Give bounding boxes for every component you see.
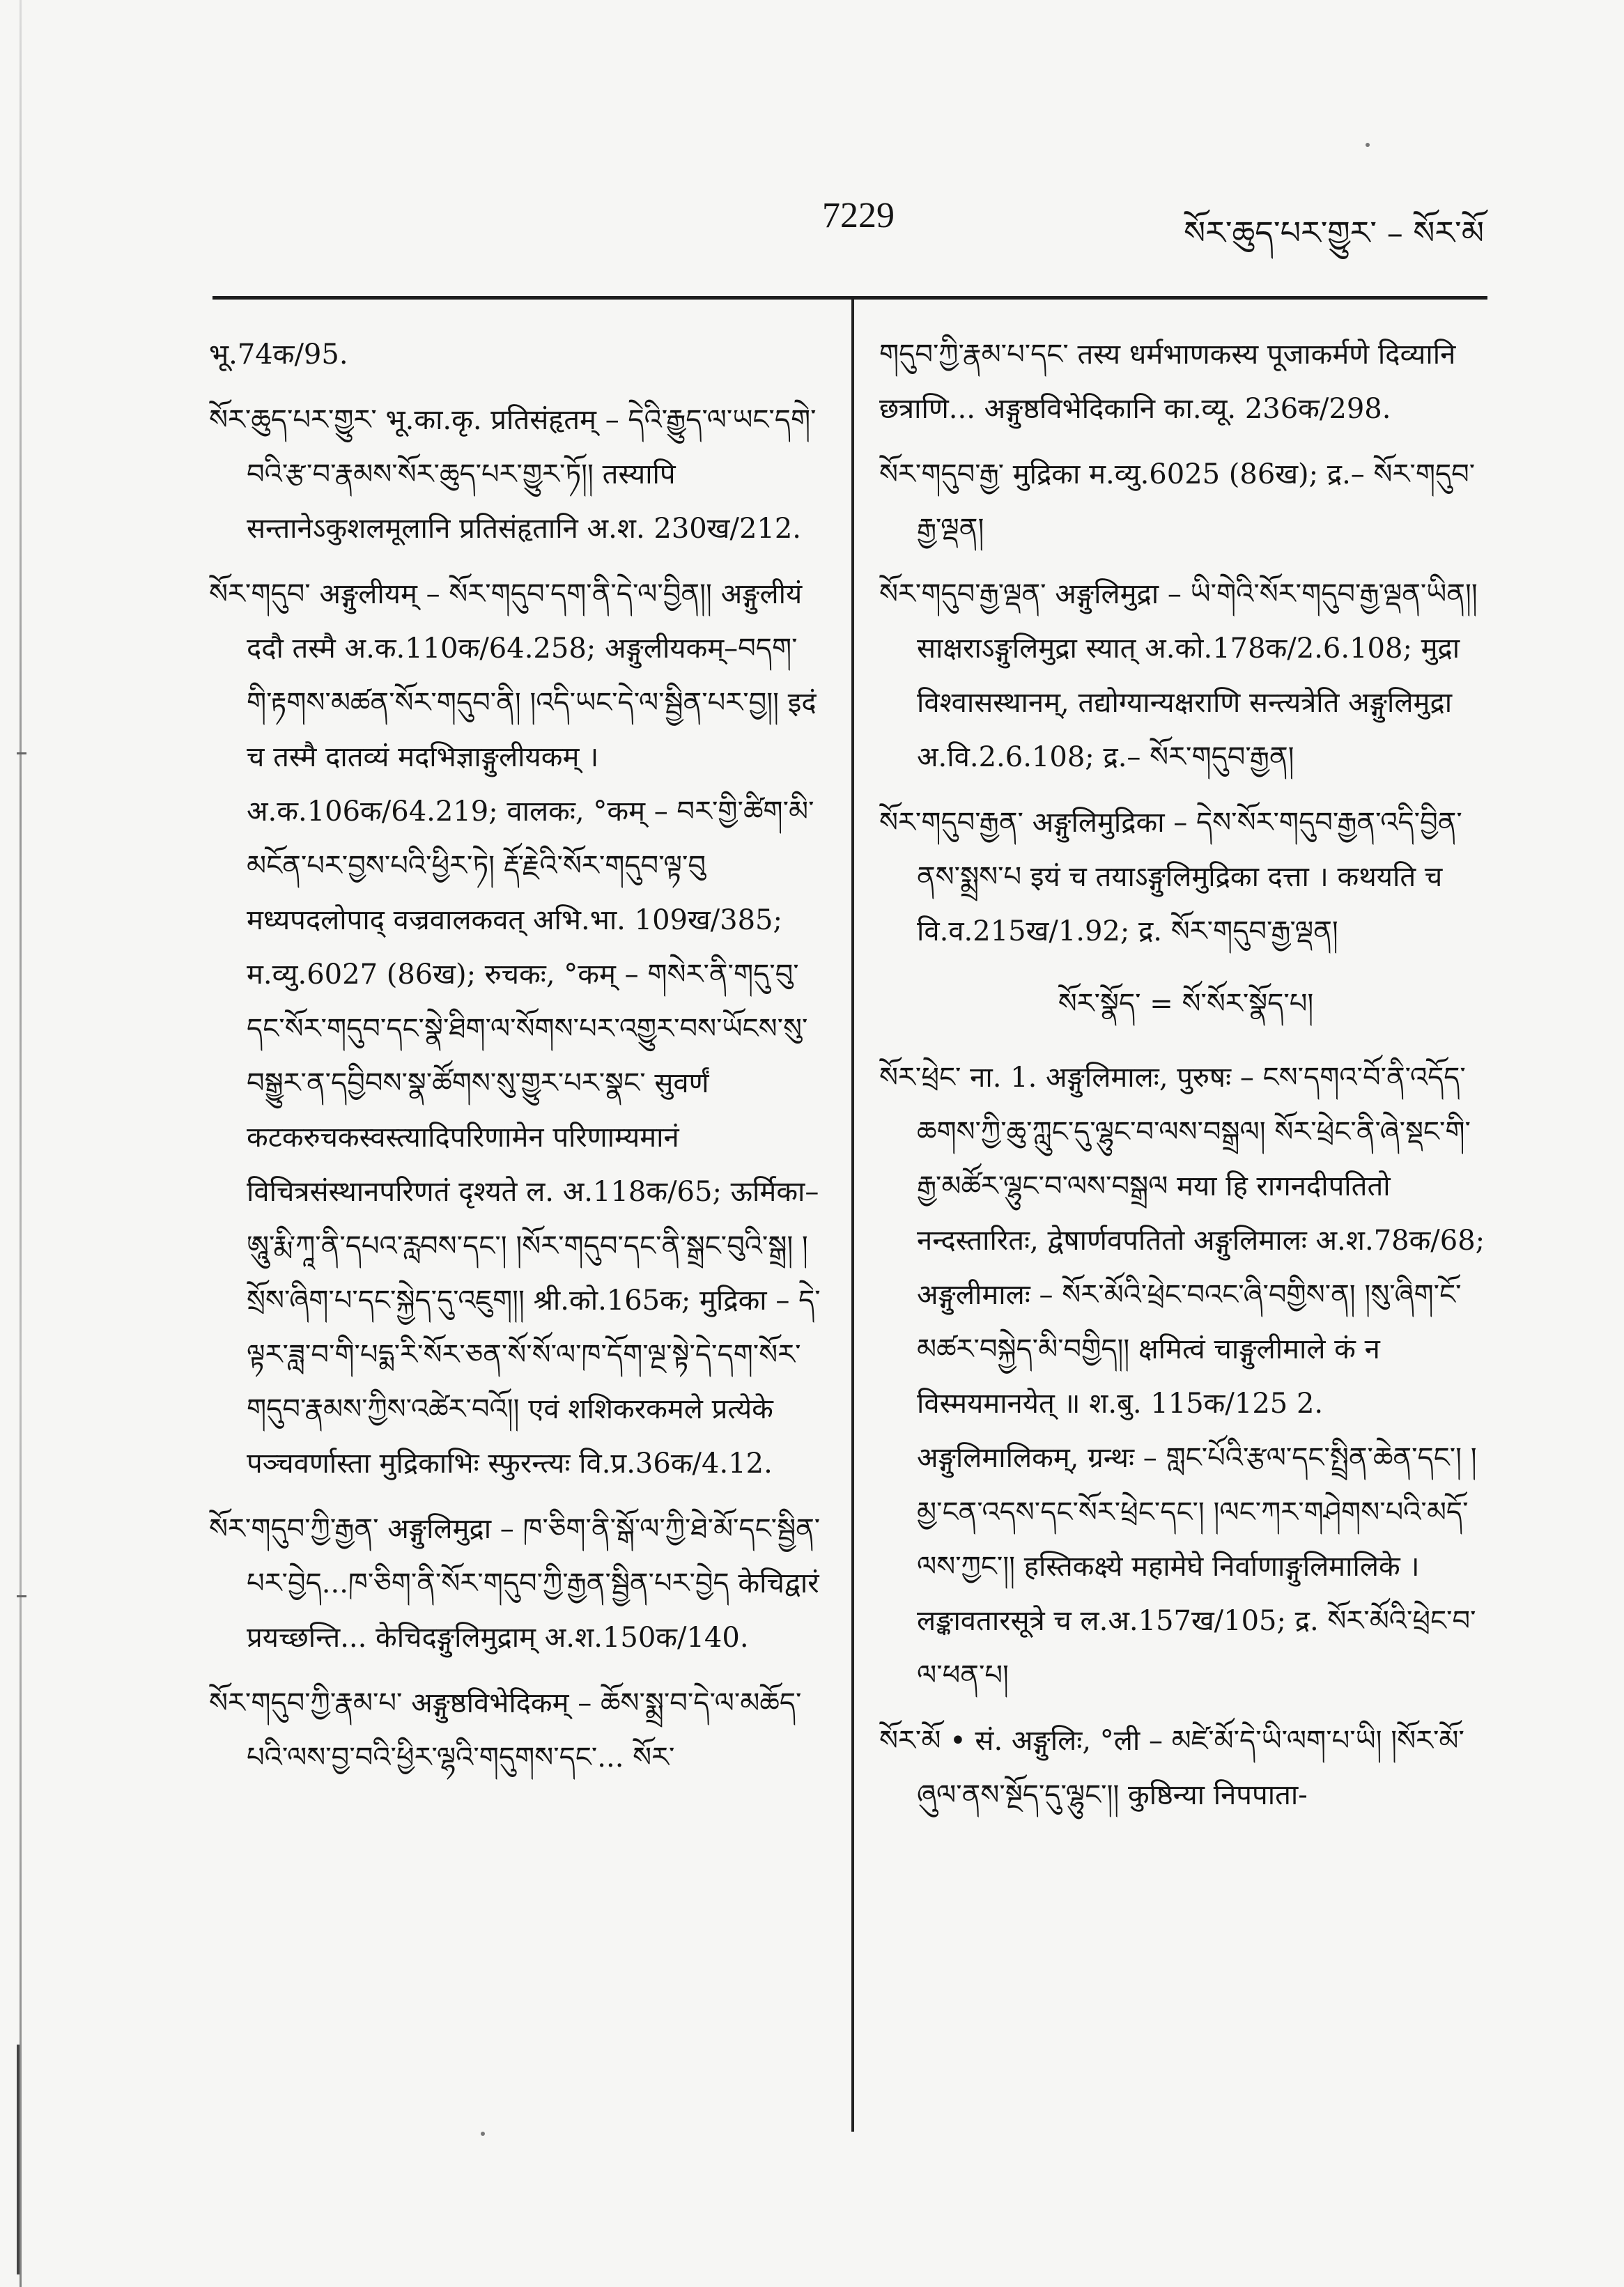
header-rule xyxy=(212,296,1487,300)
dictionary-entry: སོར་གདུབ་ཀྱི་རྣམ་པ་ अङ्गुष्ठविभेदिकम् – ཆོས་སྨྲ་བ་དེ་ལ་མཆོད་པའི་ལས་བྱ་བའི་ཕྱིར་ལྷའི་གདུགས་དང་... སོར་ xyxy=(209,1687,802,1774)
speck xyxy=(1366,143,1370,147)
left-column xyxy=(209,327,822,1796)
margin-tick xyxy=(17,1595,26,1597)
column-divider xyxy=(851,300,854,2132)
dictionary-entry: གདུབ་ཀྱི་རྣམ་པ་དང་ तस्य धर्मभाणकस्य पूजाकर्मणे दिव्यानि छत्राणि... अङ्गुष्ठविभेदिकानि का.व्यू. 236क/298. xyxy=(879,339,1456,425)
margin-tick xyxy=(17,752,26,754)
dictionary-entry: སོར་གདུབ་རྒྱ་ལྡན་ अङ्गुलिमुद्रा – ཡི་གེའི་སོར་གདུབ་རྒྱ་ལྡན་ཡིན།། साक्षराऽङ्गुलिमुद्रा स्यात् अ.को.178क/2.6.108; मुद्रा विश्वासस्थानम्, तद्योग्यान्यक्षराणि सन्त्यत्रेति अङ्गुलिमुद्रा अ.वि.2.6.108; द्र.– སོར་གདུབ་རྒྱན། xyxy=(879,578,1478,773)
dictionary-entry: སོར་ཕྲེང་ ना. 1. अङ्गुलिमालः, पुरुषः – ངས་དགའ་བོ་ནི་འདོད་ཆགས་ཀྱི་ཆུ་ཀླུང་དུ་ལྷུང་བ་ལས་བསྒྲལ། སོར་ཕྲེང་ནི་ཞེ་སྡང་གི་རྒྱ་མཚོར་ལྷུང་བ་ལས་བསྒྲལ मया हि रागनदीपतितो नन्दस्तारितः, द्वेषार्णवपतितो अङ्गुलिमालः अ.श.78क/68; अङ्गुलीमालः – སོར་མོའི་ཕྲེང་བའང་ཞི་བགྱིས་ན། །སུ་ཞིག་ངོ་མཚར་བསྐྱེད་མི་བགྱིད།། क्षमित्वं चाङ्गुलीमाले कं न विस्मयमानयेत् ॥ श.बु. 115क/125 2. अङ्गुलिमालिकम्, ग्रन्थः – གླང་པོའི་རྩལ་དང་སྤྲིན་ཆེན་དང་། །མྱ་ངན་འདས་དང་སོར་ཕྲེང་དང་། །ལང་ཀར་གཤེགས་པའི་མདོ་ལས་ཀྱང་།། हस्तिकक्ष्ये महामेघे निर्वाणाङ्गुलिमालिके । लङ्कावतारसूत्रे च ल.अ.157ख/105; द्र. སོར་མོའི་ཕྲེང་བ་ལ་ཕན་པ། xyxy=(879,1062,1485,1691)
dictionary-entry: སོར་སྣོད་ = སོ་སོར་སྣོད་པ། xyxy=(1058,988,1314,1020)
dictionary-entry: སོར་ཆུད་པར་གྱུར་ भू.का.कृ. प्रतिसंहृतम् – དེའི་རྒྱུད་ལ་ཡང་དགེ་བའི་རྩ་བ་རྣམས་སོར་ཆུད་པར་གྱུར་ཏོ།། तस्यापि सन्तानेऽकुशलमूलानि प्रतिसंहृतानि अ.श. 230ख/212. xyxy=(209,404,817,545)
scan-binding-edge xyxy=(20,0,22,2287)
dictionary-entry: སོར་གདུབ་རྒྱ་ मुद्रिका म.व्यु.6025 (86ख); द्र.– སོར་གདུབ་རྒྱ་ལྡན། xyxy=(879,458,1476,545)
dictionary-entry: भू.74क/95. xyxy=(209,339,348,371)
page-header xyxy=(209,188,1498,265)
dictionary-entry: སོར་གདུབ་ཀྱི་རྒྱན་ अङ्गुलिमुद्रा – ཁ་ཅིག་ནི་སྒོ་ལ་ཀྱི་ཐེ་མོ་དང་སྦྱིན་པར་བྱེད...ཁ་ཅིག་ནི་སོར་གདུབ་ཀྱི་རྒྱན་སྦྱིན་པར་བྱེད केचिद्वारं प्रयच्छन्ति... केचिदङ्गुलिमुद्राम् अ.श.150क/140. xyxy=(209,1513,821,1654)
margin-bar xyxy=(17,2045,20,2274)
right-column xyxy=(879,327,1492,1834)
dictionary-entry: སོར་གདུབ་རྒྱན་ अङ्गुलिमुद्रिका – དེས་སོར་གདུབ་རྒྱན་འདི་བྱིན་ནས་སྨྲས་པ इयं च तयाऽङ्गुलिमुद्रिका दत्ता । कथयति च वि.व.215ख/1.92; द्र. སོར་གདུབ་རྒྱ་ལྡན། xyxy=(879,807,1462,947)
dictionary-entry: སོར་གདུབ་ अङ्गुलीयम् – སོར་གདུབ་དག་ནི་དེ་ལ་བྱིན།། अङ्गुलीयं ददौ तस्मै अ.क.110क/64.258; अङ्गुलीयकम्–བདག་གི་རྟགས་མཚན་སོར་གདུབ་ནི། །འདི་ཡང་དེ་ལ་སྦྱིན་པར་བྱ།། इदं च तस्मै दातव्यं मदभिज्ञाङ्गुलीयकम् । अ.क.106क/64.219; वालकः, °कम् – བར་གྱི་ཚིག་མི་མངོན་པར་བྱས་པའི་ཕྱིར་ཏེ། རྡོ་རྗེའི་སོར་གདུབ་ལྟ་བུ मध्यपदलोपाद् वज्रवालकवत् अभि.भा. 109ख/385; म.व्यु.6027 (86ख); रुचकः, °कम् – གསེར་ནི་གདུ་བུ་དང་སོར་གདུབ་དང་སྣེ་ཐིག་ལ་སོགས་པར་འགྱུར་བས་ཡོངས་སུ་བསྒྱུར་ན་དབྱིབས་སྣ་ཚོགས་སུ་གྱུར་པར་སྣང་ सुवर्णं कटकरुचकस्वस्त्यादिपरिणामेन परिणाम्यमानं विचित्रसंस्थानपरिणतं दृश्यते ल. अ.118क/65; ऊर्मिका– ཨཱུ་རྨི་ཀཱ་ནི་དཔའ་རླབས་དང་། །སོར་གདུབ་དང་ནི་སྒྲང་བུའི་སྒྲ། །སྲོས་ཞིག་པ་དང་སྐྱེད་དུ་འཇུག།། श्री.को.165क; मुद्रिका – དེ་ལྟར་ཟླ་བ་གི་པདྨ་རི་སོར་ཅན་སོ་སོ་ལ་ཁ་དོག་ལྔ་སྟེ་དེ་དག་སོར་གདུབ་རྣམས་ཀྱིས་འཚེར་བའོ།། एवं शशिकरकमले प्रत्येके पञ्चवर्णास्ता मुद्रिकाभिः स्फुरन्त्यः वि.प्र.36क/4.12. xyxy=(209,578,821,1480)
speck xyxy=(481,2132,485,2136)
dictionary-entry: སོར་མོ • सं. अङ्गुलिः, °ली – མཛེ་མོ་དེ་ཡི་ལག་པ་ཡི། །སོར་མོ་ཞུལ་ནས་སྔོད་དུ་ལྷུང་།། कुष्ठिन्या निपपाता- xyxy=(879,1725,1464,1811)
running-head: སོར་ཆུད་པར་གྱུར་ – སོར་མོ xyxy=(1184,214,1484,251)
page-number: 7229 xyxy=(822,196,895,235)
